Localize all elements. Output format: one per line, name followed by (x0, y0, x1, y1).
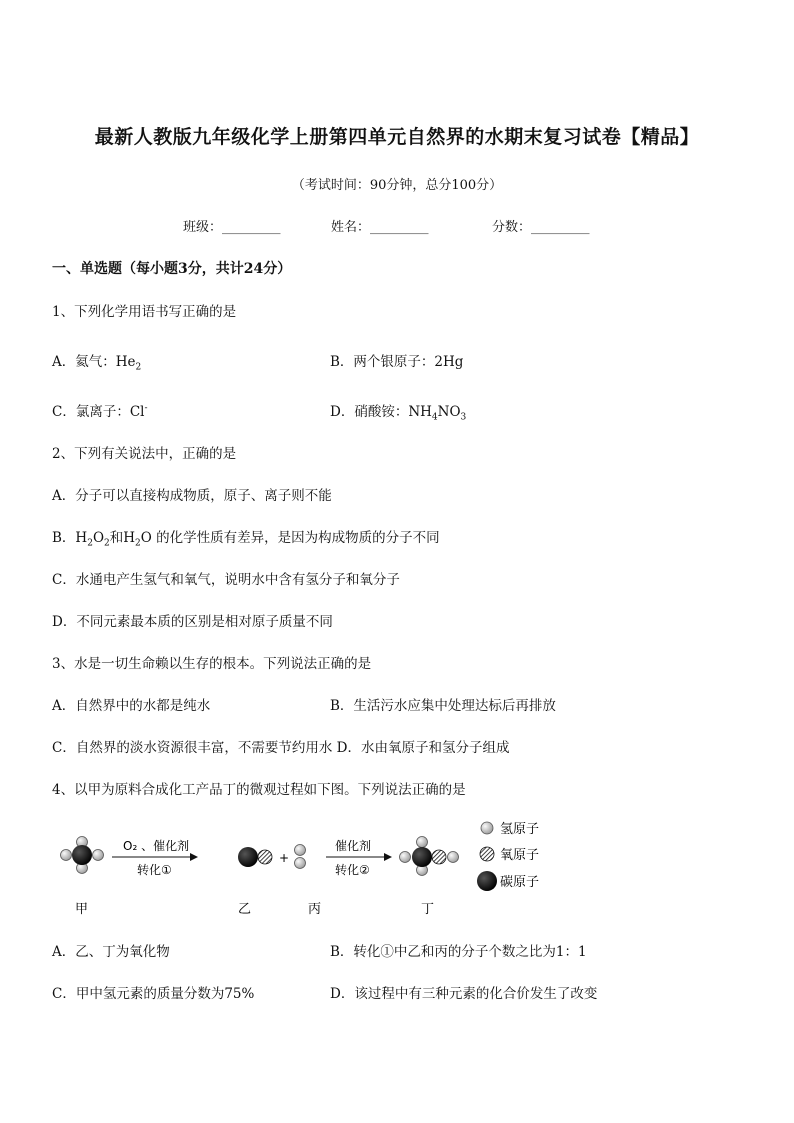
question-4-stem: 4、以甲为原料合成化工产品丁的微观过程如下图。下列说法正确的是 (52, 782, 466, 798)
question-2-option-b: B．$H_2O_2$和$H_2O$ 的化学性质有差异，是因为构成物质的分子不同 (52, 530, 440, 549)
page-title: 最新人教版九年级化学上册第四单元自然界的水期末复习试卷【精品】 (94, 126, 700, 148)
svg-text:催化剂: 催化剂 (335, 839, 372, 853)
label-yi: 乙 (238, 902, 252, 917)
question-1-stem: 1、下列化学用语书写正确的是 (52, 304, 237, 320)
svg-text:O₂ 、催化剂: O₂ 、催化剂 (123, 839, 190, 853)
question-1-option-d: D．硝酸铵：$NH_4NO_3$ (330, 404, 467, 423)
question-2-option-d: D．不同元素最本质的区别是相对原子质量不同 (52, 614, 333, 630)
question-1-option-a: A．氦气：$He_2$ (52, 354, 142, 373)
carbon-atom-icon (477, 871, 497, 891)
arrow-conversion-2 (326, 838, 392, 877)
molecule-jia (61, 837, 104, 874)
plus-sign: + (279, 851, 290, 865)
question-4-option-c: C．甲中氢元素的质量分数为75% (52, 986, 255, 1002)
molecule-yi (238, 847, 272, 867)
legend-oxygen: 氧原子 (500, 848, 540, 863)
question-4-option-a: A．乙、丁为氧化物 (52, 944, 170, 960)
question-3-option-cd: C．自然界的淡水资源很丰富，不需要节约用水 D．水由氧原子和氢分子组成 (52, 740, 510, 756)
label-ding: 丁 (421, 902, 435, 917)
section-heading: 一、单选题（每小题3分，共计24分） (52, 261, 292, 277)
oxygen-atom-icon (480, 847, 494, 861)
legend-carbon: 碳原子 (500, 875, 540, 890)
question-2-stem: 2、下列有关说法中，正确的是 (52, 446, 237, 462)
question-4-option-b: B．转化①中乙和丙的分子个数之比为1：1 (330, 944, 587, 960)
molecule-ding (400, 837, 459, 876)
question-2-option-a: A．分子可以直接构成物质，原子、离子则不能 (52, 488, 332, 504)
label-bing: 丙 (308, 902, 322, 917)
svg-text:转化②: 转化② (335, 863, 370, 877)
label-jia: 甲 (75, 902, 89, 917)
hydrogen-atom-icon (481, 822, 493, 834)
score-field: 分数：_________ (492, 220, 590, 235)
exam-subtitle: （考试时间：90分钟，总分100分） (291, 178, 503, 193)
class-field: 班级：_________ (183, 220, 281, 235)
arrow-conversion-1 (112, 838, 198, 877)
question-3-option-a: A．自然界中的水都是纯水 (52, 698, 211, 714)
question-4-option-d: D．该过程中有三种元素的化合价发生了改变 (330, 986, 598, 1002)
molecule-bing (295, 845, 306, 869)
legend-hydrogen: 氢原子 (500, 822, 540, 837)
question-2-option-c: C．水通电产生氢气和氧气，说明水中含有氢分子和氧分子 (52, 572, 400, 588)
question-1-option-b: B．两个银原子：2Hg (330, 354, 464, 370)
legend (477, 822, 539, 891)
question-3-stem: 3、水是一切生命赖以生存的根本。下列说法正确的是 (52, 656, 372, 672)
svg-text:转化①: 转化① (137, 863, 172, 877)
reaction-diagram (50, 812, 570, 922)
name-field: 姓名：_________ (331, 220, 429, 235)
question-3-option-b: B．生活污水应集中处理达标后再排放 (330, 698, 556, 714)
question-1-option-c: C．氯离子：Cl- (52, 403, 148, 420)
